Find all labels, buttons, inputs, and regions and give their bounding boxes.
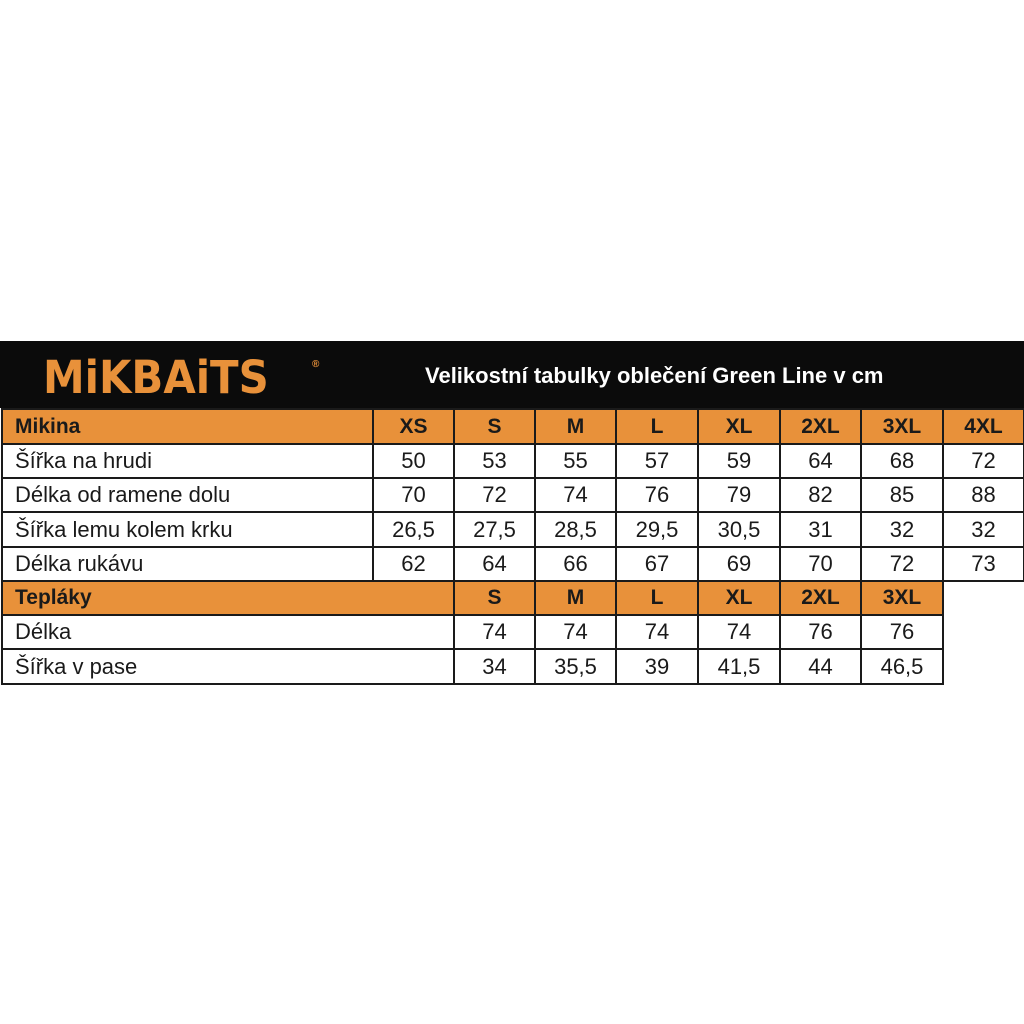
- mikina-size-header: 4XL: [942, 408, 1024, 445]
- mikina-value-cell: 79: [697, 477, 781, 513]
- mikina-size-header: XS: [372, 408, 455, 445]
- mikina-value-cell: 27,5: [453, 511, 536, 548]
- mikina-value-cell: 74: [534, 477, 617, 513]
- teplaky-value-cell: 39: [615, 648, 699, 685]
- teplaky-size-header: L: [615, 580, 699, 616]
- mikina-value-cell: 32: [942, 511, 1024, 548]
- mikina-size-header: 2XL: [779, 408, 862, 445]
- teplaky-size-header: S: [453, 580, 536, 616]
- registered-mark: ®: [312, 359, 320, 370]
- teplaky-size-header: 3XL: [860, 580, 944, 616]
- mikina-value-cell: 28,5: [534, 511, 617, 548]
- mikina-value-cell: 72: [860, 546, 944, 582]
- mikina-value-cell: 67: [615, 546, 699, 582]
- mikina-size-header: 3XL: [860, 408, 944, 445]
- mikina-value-cell: 88: [942, 477, 1024, 513]
- teplaky-value-cell: 74: [697, 614, 781, 650]
- mikina-value-cell: 70: [372, 477, 455, 513]
- teplaky-size-header: 2XL: [779, 580, 862, 616]
- mikina-value-cell: 64: [779, 443, 862, 479]
- teplaky-size-header: M: [534, 580, 617, 616]
- teplaky-value-cell: 34: [453, 648, 536, 685]
- mikina-row-label: Šířka lemu kolem krku: [1, 511, 374, 548]
- mikina-value-cell: 29,5: [615, 511, 699, 548]
- mikina-value-cell: 62: [372, 546, 455, 582]
- mikina-size-header: M: [534, 408, 617, 445]
- mikina-value-cell: 31: [779, 511, 862, 548]
- mikina-value-cell: 70: [779, 546, 862, 582]
- teplaky-value-cell: 44: [779, 648, 862, 685]
- teplaky-size-header: XL: [697, 580, 781, 616]
- teplaky-value-cell: 74: [615, 614, 699, 650]
- teplaky-section-title: Tepláky: [1, 580, 455, 616]
- page-title: Velikostní tabulky oblečení Green Line v cm: [425, 363, 884, 388]
- teplaky-value-cell: 35,5: [534, 648, 617, 685]
- teplaky-value-cell: 74: [534, 614, 617, 650]
- mikina-value-cell: 32: [860, 511, 944, 548]
- mikina-size-header: S: [453, 408, 536, 445]
- mikina-value-cell: 66: [534, 546, 617, 582]
- mikina-row-label: Šířka na hrudi: [1, 443, 374, 479]
- teplaky-value-cell: 74: [453, 614, 536, 650]
- mikina-value-cell: 59: [697, 443, 781, 479]
- mikina-value-cell: 72: [942, 443, 1024, 479]
- teplaky-value-cell: 76: [860, 614, 944, 650]
- teplaky-value-cell: 76: [779, 614, 862, 650]
- mikina-value-cell: 82: [779, 477, 862, 513]
- mikina-row-label: Délka rukávu: [1, 546, 374, 582]
- mikina-row-label: Délka od ramene dolu: [1, 477, 374, 513]
- mikina-value-cell: 69: [697, 546, 781, 582]
- teplaky-row-label: Šířka v pase: [1, 648, 455, 685]
- teplaky-value-cell: 46,5: [860, 648, 944, 685]
- mikina-section-title: Mikina: [1, 408, 374, 445]
- mikina-value-cell: 50: [372, 443, 455, 479]
- teplaky-value-cell: 41,5: [697, 648, 781, 685]
- mikina-value-cell: 53: [453, 443, 536, 479]
- mikbaits-logo: MiKBAiTS: [43, 351, 269, 404]
- mikina-value-cell: 64: [453, 546, 536, 582]
- mikina-value-cell: 30,5: [697, 511, 781, 548]
- mikina-size-header: L: [615, 408, 699, 445]
- mikina-value-cell: 76: [615, 477, 699, 513]
- mikina-value-cell: 85: [860, 477, 944, 513]
- mikina-value-cell: 57: [615, 443, 699, 479]
- mikina-value-cell: 72: [453, 477, 536, 513]
- mikina-size-header: XL: [697, 408, 781, 445]
- mikina-value-cell: 73: [942, 546, 1024, 582]
- mikina-value-cell: 68: [860, 443, 944, 479]
- mikina-value-cell: 26,5: [372, 511, 455, 548]
- teplaky-row-label: Délka: [1, 614, 455, 650]
- mikina-value-cell: 55: [534, 443, 617, 479]
